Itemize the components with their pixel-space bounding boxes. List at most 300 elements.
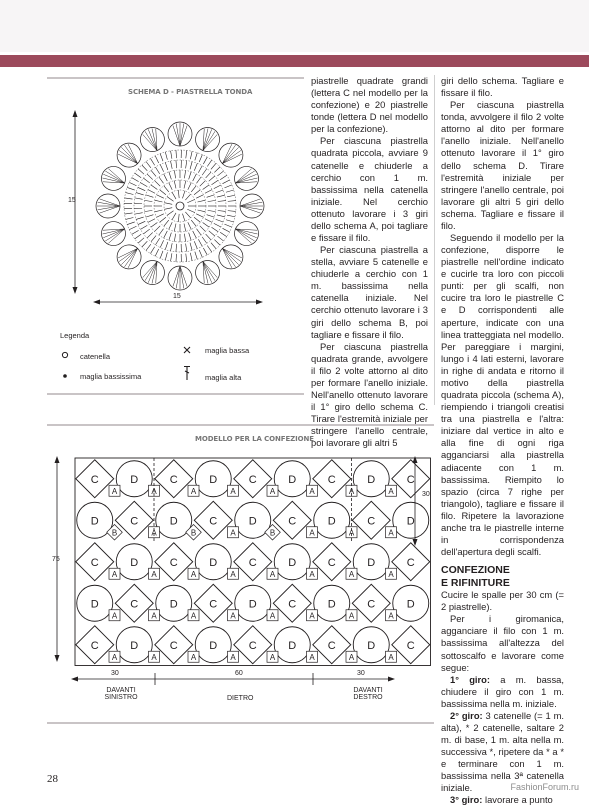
stitch-mark [187, 199, 194, 202]
stitch-mark [138, 221, 145, 224]
tile-letter: D [209, 557, 217, 569]
stitch-mark [178, 214, 179, 222]
tile-letter: D [288, 474, 296, 486]
tile-letter: C [130, 598, 138, 610]
stitch-mark [142, 165, 147, 171]
petal-stitch [203, 261, 215, 280]
stitch-mark [126, 193, 134, 195]
round-motif-chart [96, 122, 264, 290]
stitch-mark [155, 226, 161, 232]
stitch-mark [157, 195, 164, 198]
stitch-mark [176, 160, 177, 168]
stitch-mark [186, 161, 187, 169]
stitch-mark [193, 174, 197, 181]
small-tile-letter: A [309, 487, 315, 496]
center-ring [176, 202, 184, 210]
paragraph: piastrelle quadrate grandi (lettera C nel modello per la confezione) e 20 piastrelle tonde (lettera D nel modello per la confezione). [311, 75, 428, 135]
stitch-mark [167, 211, 173, 216]
petal-stitch [128, 144, 137, 163]
small-tile-letter: A [191, 611, 197, 620]
tile-letter: C [328, 474, 336, 486]
stitch-mark [196, 229, 201, 235]
stitch-mark [216, 219, 223, 222]
tile-letter: C [328, 640, 336, 652]
petal-stitch [121, 248, 137, 264]
stitch-mark [150, 158, 154, 165]
legend-title: Legenda [60, 331, 89, 340]
stitch-mark [188, 222, 191, 229]
stitch-mark [167, 197, 173, 202]
stitch-mark [184, 224, 186, 232]
tile-letter: C [249, 557, 257, 569]
small-tile-letter: A [309, 611, 315, 620]
stitch-mark [169, 233, 171, 241]
stitch-mark [174, 234, 175, 242]
stitch-mark [206, 234, 211, 240]
stitch-mark [172, 192, 176, 199]
stitch-mark [164, 186, 169, 192]
stitch-mark [220, 232, 227, 236]
stitch-mark [143, 178, 149, 183]
tile-letter: D [288, 640, 296, 652]
schema-d-horizontal-dimension: 15 [173, 293, 181, 300]
stitch-mark [187, 209, 194, 212]
tile-letter: D [407, 598, 415, 610]
stitch-mark [151, 222, 157, 227]
petal-stitch [105, 229, 124, 241]
label-front-left: DAVANTI SINISTRO [101, 687, 141, 701]
stitch-mark [176, 244, 177, 252]
stitch-mark [182, 214, 184, 222]
tile-letter: C [170, 640, 178, 652]
tile-letter: C [130, 515, 138, 527]
petal-stitch [148, 129, 157, 150]
stitch-mark [226, 220, 234, 222]
small-tile-letter: A [270, 611, 276, 620]
stitch-mark [150, 247, 154, 254]
small-tile-letter: A [112, 653, 118, 662]
stitch-mark [144, 200, 152, 201]
tile-letter: D [209, 474, 217, 486]
petal-stitch [100, 199, 120, 206]
small-tile-letter: A [112, 611, 118, 620]
petal-stitch [119, 150, 137, 163]
small-tile-letter: A [230, 611, 236, 620]
stitch-mark [207, 160, 212, 167]
stitch-mark [216, 190, 223, 193]
paragraph: giri dello schema. Tagliare e fissare il filo. [441, 75, 564, 99]
stitch-mark [169, 183, 172, 190]
stitch-mark [224, 224, 231, 227]
stitch-mark [151, 236, 156, 242]
small-tile-letter: A [349, 653, 355, 662]
small-tile-letter: B [112, 528, 117, 537]
stitch-mark [196, 177, 201, 183]
stitch-mark [155, 156, 159, 163]
stitch-mark [196, 214, 203, 217]
tile-layout [75, 458, 431, 666]
small-tile-letter: A [151, 570, 157, 579]
stitch-mark [157, 214, 164, 217]
petal-stitch [176, 124, 180, 146]
petal-stitch [176, 266, 180, 288]
stitch-mark [164, 231, 168, 238]
paragraph: Per ciascuna piastrella a stella, avviare 5 catenelle e chiuderle a cerchio con 1 m. bassissima nella catenella iniziale. Nel cerchio ottenuto lavorare i 3 giri dello schema B, poi tagliare e fissare il filo. [311, 244, 428, 341]
stitch-mark [207, 246, 212, 253]
paragraph: Per ciascuna piastrella quadrata grande, avvolgere il filo 2 volte attorno al dito per formare l'anello iniziale. Nell'anello ottenuto lavorare il 1° giro dello schema C. Tirare l'estremità iniziale per stringere l'anello centrale, poi lavorare gli altri 5 [311, 341, 428, 450]
petal-stitch [108, 169, 124, 183]
stitch-mark [151, 185, 157, 190]
stitch-mark [138, 238, 144, 243]
petal-stitch [103, 229, 124, 238]
stitch-mark [186, 254, 187, 262]
stitch-mark [191, 220, 196, 226]
stitch-mark [214, 223, 221, 227]
petal-stitch [98, 202, 120, 206]
stitch-mark [194, 163, 197, 170]
stitch-mark [185, 194, 190, 200]
stitch-mark [218, 210, 226, 211]
stitch-mark [172, 213, 176, 220]
tile-letter: C [91, 474, 99, 486]
source-credit: FashionForum.ru [510, 782, 579, 792]
stitch-mark [217, 195, 225, 197]
petal-stitch [118, 248, 137, 257]
stitch-mark [185, 212, 190, 218]
petal-stitch [118, 154, 137, 163]
stitch-mark [171, 161, 173, 169]
stitch-mark [155, 238, 159, 245]
tile-letter: D [170, 515, 178, 527]
stitch-mark [209, 176, 215, 181]
petal-stitch [98, 206, 120, 210]
tile-letter: C [91, 557, 99, 569]
petal-stitch [100, 206, 120, 213]
stitch-mark [188, 183, 191, 190]
stitch-mark [165, 162, 168, 170]
schema-d-panel-top-border [47, 77, 304, 79]
petal-stitch [235, 229, 251, 243]
small-tile-letter: A [270, 570, 276, 579]
stitch-mark [218, 201, 226, 202]
stitch-mark [142, 241, 147, 247]
stitch-mark [135, 234, 141, 239]
tile-letter: C [91, 640, 99, 652]
stitch-mark [199, 250, 202, 257]
small-tile-letter: A [151, 528, 157, 537]
tile-letter: D [328, 515, 336, 527]
legend-maglia-bassa: maglia bassa [205, 346, 249, 355]
petal-stitch [203, 131, 215, 150]
stitch-mark [160, 217, 166, 222]
small-tile-letter: A [388, 528, 394, 537]
petal-stitch [203, 261, 217, 277]
tile-letter: C [288, 515, 296, 527]
stitch-mark [165, 252, 167, 260]
stitch-mark [174, 170, 175, 178]
legend-maglia-alta: maglia alta [205, 373, 241, 382]
stitch-mark [198, 200, 206, 202]
dim-back: 60 [235, 670, 243, 677]
stitch-mark [209, 231, 215, 236]
small-tile-letter: A [388, 570, 394, 579]
header-color-bar [0, 55, 589, 67]
tile-letter: D [130, 640, 138, 652]
label-front-right: DAVANTI DESTRO [348, 687, 388, 701]
stitch-mark [159, 177, 164, 183]
small-tile-letter: B [270, 528, 275, 537]
stitch-mark [223, 180, 230, 184]
tile-letter: D [288, 557, 296, 569]
small-tile-letter: A [230, 528, 236, 537]
small-tile-letter: A [309, 653, 315, 662]
petal-stitch [128, 248, 137, 267]
tile-letter: D [209, 640, 217, 652]
stitch-mark [135, 213, 143, 214]
petal-stitch [124, 145, 137, 163]
chain-symbol-icon [60, 350, 70, 360]
small-tile-letter: A [309, 570, 315, 579]
schema-d-panel-bottom-border [47, 393, 304, 395]
petal-stitch [180, 124, 184, 146]
paragraph: Per ciascuna piastrella quadrata piccola, avviare 9 catenelle e chiuderle a cerchio con 1 m. bassissima nella catenella iniziale. Nel cerchio ottenuto lavorare i 3 giri dello schema A, poi tagliare e fissare il filo. [311, 135, 428, 244]
petal-stitch [173, 266, 180, 286]
modello-armhole-dimension: 30 [422, 491, 430, 498]
stitch-mark [155, 210, 163, 212]
stitch-mark [146, 244, 151, 250]
small-tile-letter: A [191, 487, 197, 496]
stitch-mark [155, 249, 159, 256]
tile-letter: C [288, 598, 296, 610]
stitch-mark [195, 252, 197, 260]
tile-letter: D [130, 474, 138, 486]
stitch-mark [207, 195, 215, 197]
petal-stitch [173, 126, 180, 146]
slip-stitch-symbol-icon [60, 371, 70, 381]
stitch-mark [165, 242, 168, 250]
stitch-mark [146, 195, 154, 197]
stitch-mark [138, 169, 144, 174]
modello-title: MODELLO PER LA CONFEZIONE [195, 435, 314, 443]
stitch-mark [184, 181, 186, 189]
stitch-mark [182, 191, 184, 199]
stitch-mark [223, 228, 230, 232]
tile-letter: D [130, 557, 138, 569]
petal-stitch [222, 150, 240, 163]
stitch-mark [136, 193, 144, 195]
stitch-mark [186, 244, 187, 252]
petal-stitch [222, 248, 240, 261]
stitch-mark [190, 243, 192, 251]
stitch-mark [217, 171, 223, 176]
stitch-mark [203, 185, 209, 190]
tile-letter: D [249, 515, 257, 527]
stitch-mark [171, 243, 173, 251]
stitch-mark [165, 152, 167, 160]
petal-stitch [222, 248, 238, 264]
small-tile-letter: A [388, 487, 394, 496]
stitch-mark [178, 190, 179, 198]
stitch-mark [146, 162, 151, 168]
stitch-mark [198, 239, 202, 246]
stitch-mark [199, 155, 202, 162]
tile-letter: C [170, 557, 178, 569]
dim-front-left: 30 [111, 670, 119, 677]
stitch-mark [227, 215, 235, 217]
stitch-mark [226, 190, 234, 192]
stitch-mark [217, 215, 225, 217]
tile-letter: D [407, 515, 415, 527]
petal-stitch [124, 248, 137, 266]
column-divider [434, 75, 435, 405]
stitch-mark [214, 240, 220, 246]
stitch-mark [144, 210, 152, 211]
small-tile-letter: A [112, 487, 118, 496]
stitch-mark [189, 233, 191, 241]
round-1-instruction: 1° giro: a m. bassa, chiudere il giro con 1 m. bassissima nella m. iniziale. [441, 674, 564, 710]
stitch-mark [228, 211, 236, 212]
stitch-mark [189, 172, 191, 180]
tile-letter: C [407, 474, 415, 486]
stitch-mark [205, 219, 212, 223]
stitch-mark [184, 234, 185, 242]
stitch-mark [126, 217, 134, 219]
stitch-mark [132, 230, 139, 234]
stitch-mark [190, 151, 192, 159]
schema-d-vertical-dimension: 15 [68, 197, 76, 204]
page-header-band [0, 0, 589, 52]
stitch-mark [135, 173, 141, 178]
paragraph: Cucire le spalle per 30 cm (= 2 piastrelle). [441, 589, 564, 613]
petal-stitch [143, 134, 157, 150]
small-tile-letter: A [388, 611, 394, 620]
stitch-mark [214, 167, 220, 173]
small-tile-letter: A [230, 653, 236, 662]
small-tile-letter: A [230, 487, 236, 496]
tile-letter: C [209, 598, 217, 610]
stitch-mark [208, 210, 216, 211]
paragraph: Seguendo il modello per la confezione, disporre le piastrelle nell'ordine indicato e cucirle tra loro con piccoli punti: per gli scalfi, non cucire tra loro le piastrelle C e D corrispondenti alle aperture, indicate con una linea tratteggiata nel modello. Per pareggiare i margini, lungo i 4 lati esterni, lavorare in righe di andata e ritorno il motivo della piastrella quadrata piccola (schema A), riempiendo i triangoli creatisi tra una piastrella e l'altra: iniziare dal vertice in alto e alla fine di ogni riga agganciarsi alla piastrella adiacente con 1 m. bassissima. Riempito lo spazio (circa 7 righe per triangolo), tagliare e fissare il filo. Ripetere la lavorazione anche tra le piastrelle interne in corrispondenza dell'apertura degli scalfi. [441, 232, 564, 558]
modello-height-dimension: 75 [52, 556, 60, 563]
stitch-mark [184, 170, 185, 178]
small-tile-letter: A [270, 653, 276, 662]
tile-letter: D [91, 598, 99, 610]
stitch-mark [155, 167, 159, 174]
stitch-mark [220, 175, 227, 179]
stitch-mark [194, 217, 200, 222]
tile-letter: C [249, 474, 257, 486]
stitch-mark [211, 243, 216, 249]
dim-front-right: 30 [357, 670, 365, 677]
petal-stitch [222, 154, 241, 163]
petal-stitch [235, 171, 254, 183]
small-tile-letter: B [191, 528, 196, 537]
stitch-mark [140, 183, 147, 187]
tile-letter: D [249, 598, 257, 610]
schema-d-diagram [47, 96, 304, 311]
stitch-mark [164, 174, 168, 181]
stitch-mark [155, 181, 161, 187]
stitch-mark [176, 254, 177, 262]
small-tile-letter: A [112, 570, 118, 579]
petal-stitch [203, 134, 217, 150]
petal-stitch [105, 171, 124, 183]
petal-stitch [235, 174, 256, 183]
petal-stitch [222, 147, 238, 163]
stitch-mark [211, 163, 216, 169]
small-tile-letter: A [151, 487, 157, 496]
stitch-mark [132, 178, 139, 182]
small-tile-letter: A [191, 570, 197, 579]
tile-letter: D [328, 598, 336, 610]
stitch-mark [159, 229, 164, 235]
petal-stitch [240, 199, 260, 206]
stitch-mark [125, 198, 133, 199]
stitch-mark [143, 229, 149, 234]
petal-stitch [145, 261, 157, 280]
stitch-mark [148, 219, 155, 223]
stitch-mark [174, 224, 176, 232]
petal-stitch [222, 248, 231, 267]
small-tile-letter: A [309, 528, 315, 537]
stitch-mark [148, 190, 155, 194]
stitch-mark [196, 195, 203, 198]
small-tile-letter: A [230, 570, 236, 579]
stitch-mark [125, 213, 133, 214]
stitch-mark [207, 215, 215, 217]
stitch-mark [160, 240, 163, 247]
tile-letter: C [328, 557, 336, 569]
small-tile-letter: A [151, 611, 157, 620]
stitch-mark [176, 150, 177, 158]
stitch-mark [227, 195, 235, 197]
tile-letter: D [170, 598, 178, 610]
small-tile-letter: A [270, 487, 276, 496]
label-back: DIETRO [227, 695, 253, 702]
petal-stitch [103, 174, 124, 183]
petal-stitch [180, 266, 187, 286]
stitch-mark [169, 172, 171, 180]
petal-stitch [148, 261, 157, 282]
schema-d-title: SCHEMA D - PIASTRELLA TONDA [128, 88, 252, 96]
stitch-mark [147, 232, 153, 238]
petal-stitch [240, 206, 262, 210]
stitch-mark [202, 237, 207, 243]
stitch-mark [160, 154, 163, 161]
stitch-mark [194, 190, 200, 195]
stitch-mark [200, 181, 206, 187]
stitch-mark [136, 217, 144, 219]
section-heading: CONFEZIONE E RIFINITURE [441, 564, 564, 589]
stitch-mark [212, 180, 219, 184]
small-tile-letter: A [151, 653, 157, 662]
petal-stitch [203, 261, 212, 282]
stitch-mark [200, 226, 206, 232]
stitch-mark [214, 185, 221, 189]
stitch-mark [205, 190, 212, 194]
stitch-mark [160, 164, 163, 171]
text-column-2 [441, 75, 564, 807]
tile-letter: C [367, 515, 375, 527]
tile-letter: C [407, 557, 415, 569]
page-number: 28 [47, 773, 58, 785]
legend-catenella: catenella [80, 352, 110, 361]
stitch-mark [160, 190, 166, 195]
petal-stitch [180, 266, 184, 288]
stitch-mark [217, 236, 223, 241]
tile-letter: C [249, 640, 257, 652]
stitch-mark [129, 182, 136, 185]
